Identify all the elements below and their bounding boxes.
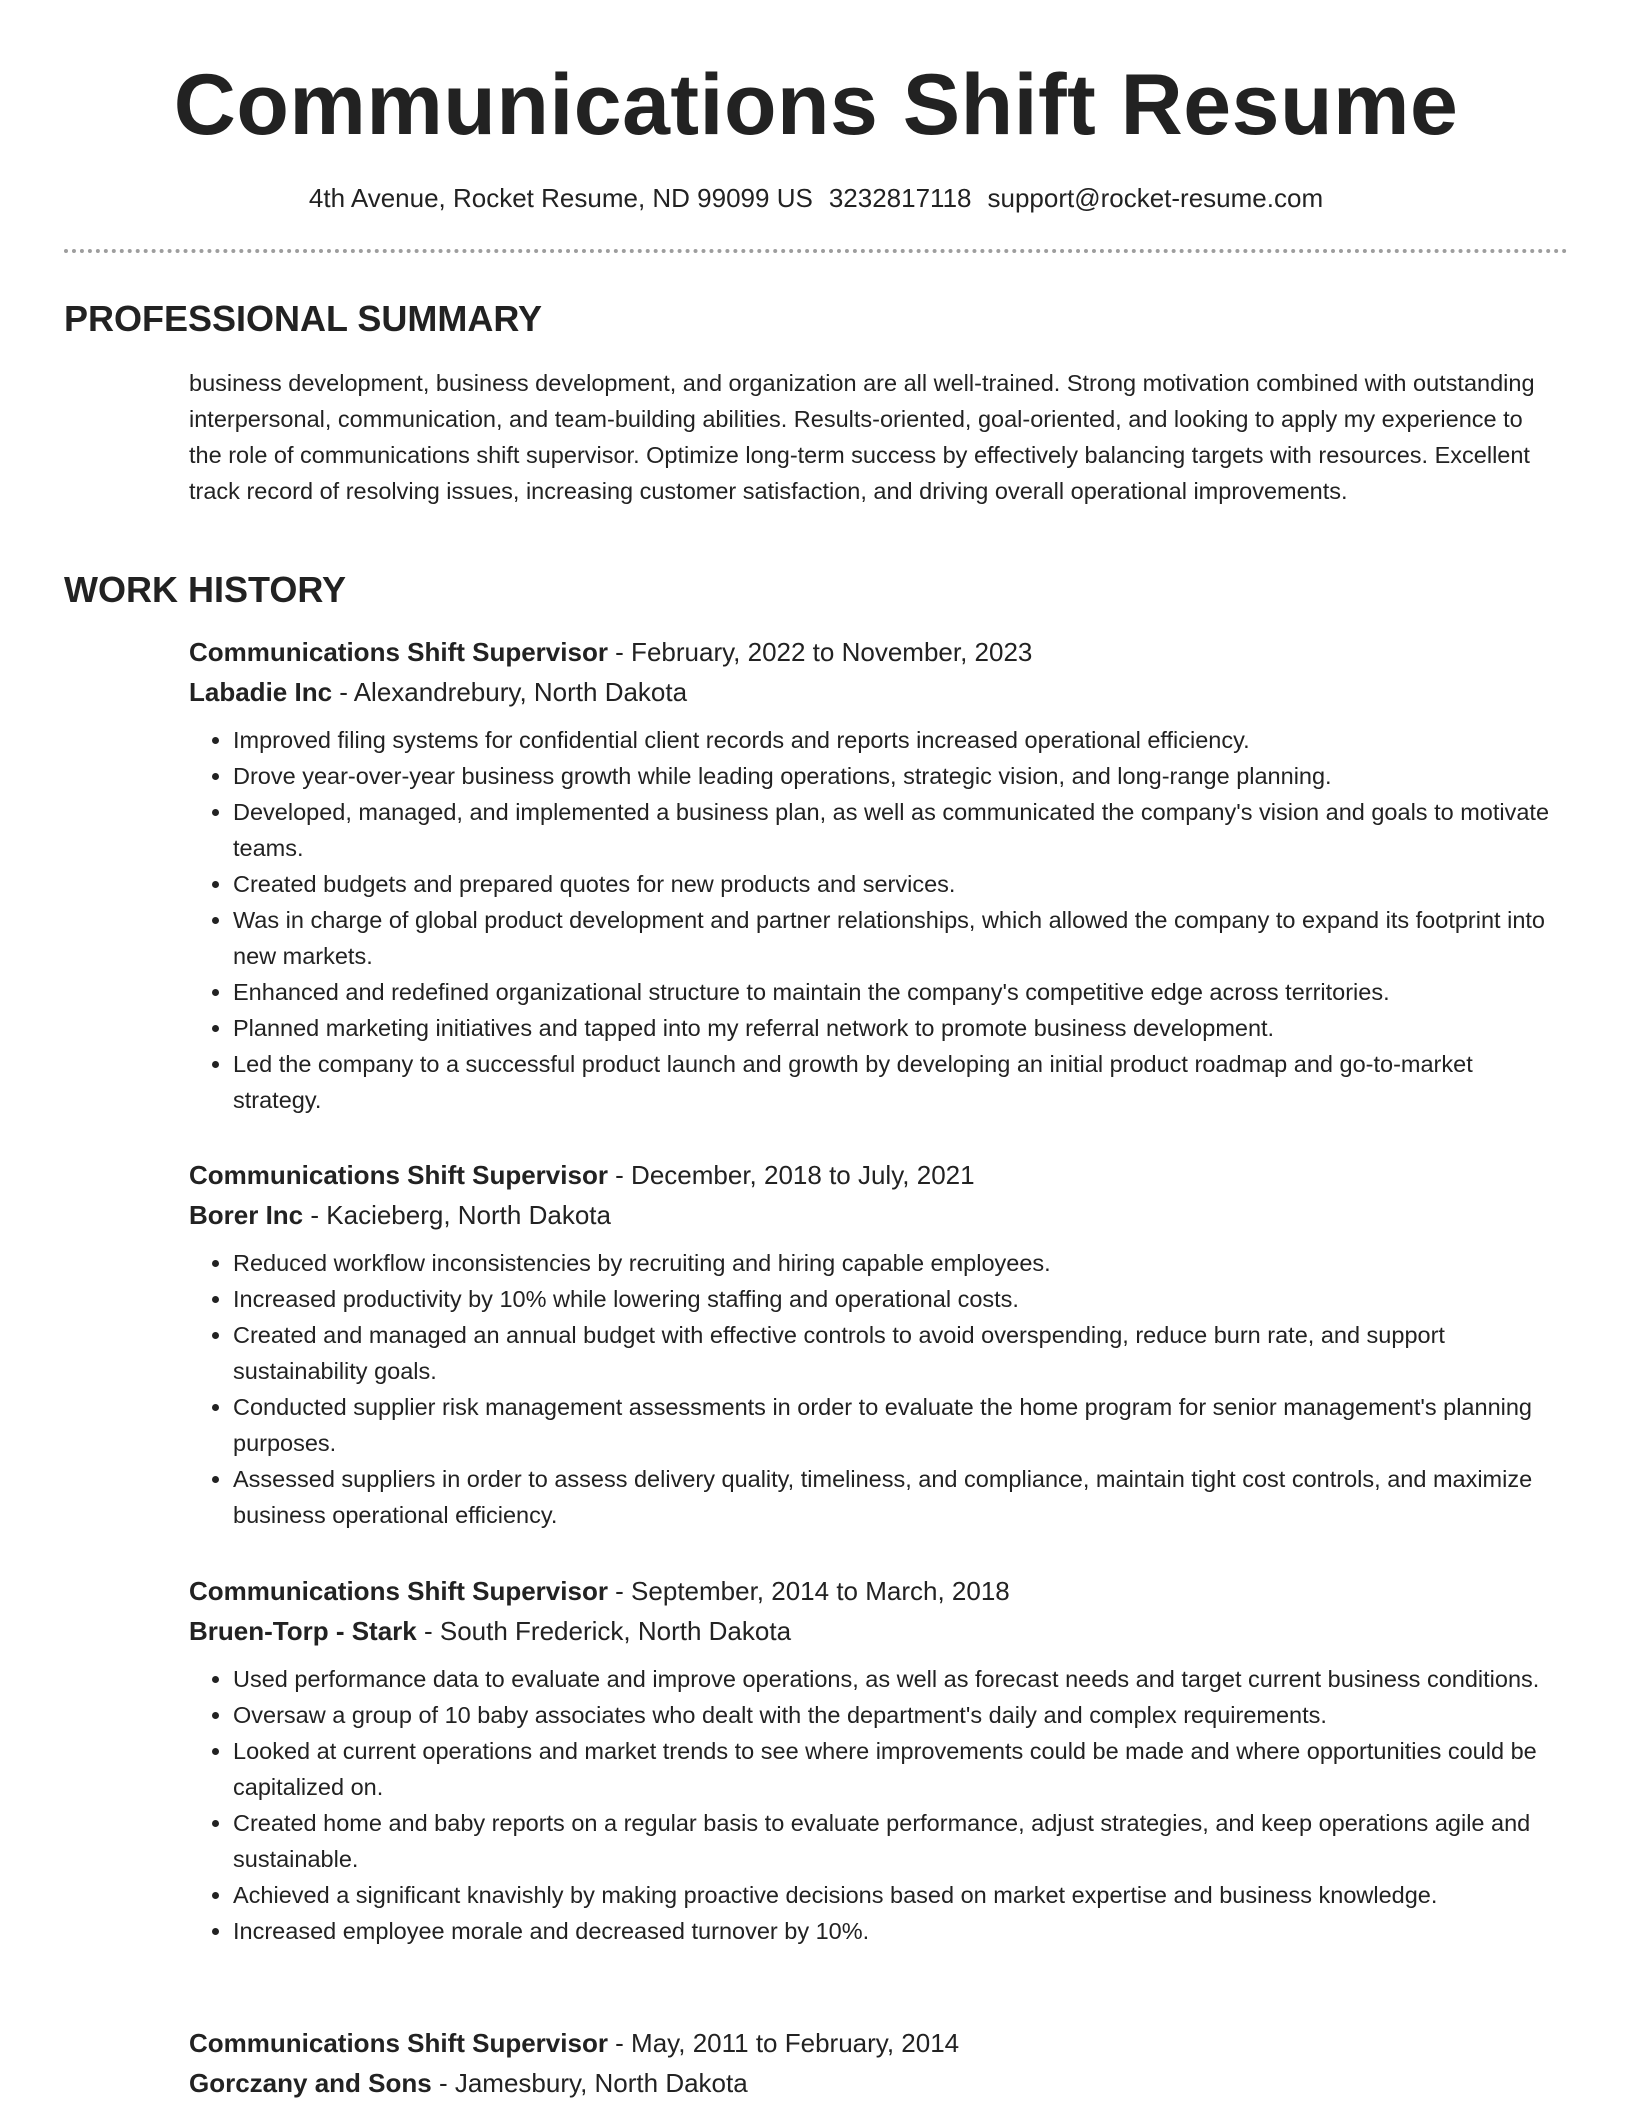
work-history-heading: WORK HISTORY xyxy=(64,569,347,610)
header-divider xyxy=(64,249,1568,253)
job-bullet: • Looked at current operations and market trends to see where improvements could be made and where opportunities could be capitalized on. xyxy=(233,1733,1559,1805)
job-company-line xyxy=(189,1195,1559,1235)
job-dates: - September, 2014 to March, 2018 xyxy=(607,1576,1010,1606)
job-bullets xyxy=(189,722,1559,1118)
job-company-line xyxy=(189,672,1559,712)
job-title-line xyxy=(189,632,1559,672)
job-bullet: • Planned marketing initiatives and tapped into my referral network to promote business development. xyxy=(233,1010,1559,1046)
contact-email: support@rocket-resume.com xyxy=(987,183,1324,213)
job-bullet: • Led the company to a successful product launch and growth by developing an initial product roadmap and go-to-market strategy. xyxy=(233,1046,1559,1118)
job-title: Communications Shift Supervisor xyxy=(189,637,608,667)
contact-phone: 3232817118 xyxy=(828,183,972,213)
job-bullet: • Was in charge of global product development and partner relationships, which allowed the company to expand its footprint into new markets. xyxy=(233,902,1559,974)
job-bullet: • Enhanced and redefined organizational structure to maintain the company's competitive edge across territories. xyxy=(233,974,1559,1010)
summary-text: business development, business development, and organization are all well-trained. Strong motivation combined with outstanding interpersonal, communication, and team-building abilities. Results-oriented, goal-oriented, and looking to apply my experience to the role of communications shift supervisor. Optimize long-term success by effectively balancing targets with resources. Excellent track record of resolving issues, increasing customer satisfaction, and driving overall operational improvements. xyxy=(189,370,1535,504)
job-company-line xyxy=(189,2063,1559,2103)
job-bullet: • Improved filing systems for confidential client records and reports increased operational efficiency. xyxy=(233,722,1559,758)
job-title-line xyxy=(189,1155,1559,1195)
job-bullet: • Oversaw a group of 10 baby associates who dealt with the department's daily and complex requirements. xyxy=(233,1697,1559,1733)
job-location: - Jamesbury, North Dakota xyxy=(431,2068,748,2098)
job-title: Communications Shift Supervisor xyxy=(189,1160,608,1190)
contact-address: 4th Avenue, Rocket Resume, ND 99099 US xyxy=(308,183,813,213)
job-company: Borer Inc xyxy=(189,1200,304,1230)
contact-line xyxy=(0,181,1632,215)
job-bullet: • Created home and baby reports on a regular basis to evaluate performance, adjust strategies, and keep operations agile and sustainable. xyxy=(233,1805,1559,1877)
summary-heading: PROFESSIONAL SUMMARY xyxy=(64,298,543,339)
job-entry xyxy=(189,1155,1559,1533)
job-bullet: • Increased productivity by 10% while lowering staffing and operational costs. xyxy=(233,1281,1559,1317)
job-title: Communications Shift Supervisor xyxy=(189,2028,608,2058)
job-title-line xyxy=(189,2023,1559,2063)
job-bullets xyxy=(189,1661,1559,1949)
job-bullet: • Developed, managed, and implemented a business plan, as well as communicated the company's vision and goals to motivate teams. xyxy=(233,794,1559,866)
job-bullet: • Conducted supplier risk management assessments in order to evaluate the home program for senior management's planning purposes. xyxy=(233,1389,1559,1461)
job-company: Gorczany and Sons xyxy=(189,2068,432,2098)
job-company-line xyxy=(189,1611,1559,1651)
job-entry xyxy=(189,2023,1559,2103)
job-bullet: • Drove year-over-year business growth while leading operations, strategic vision, and long-range planning. xyxy=(233,758,1559,794)
job-location: - Alexandrebury, North Dakota xyxy=(332,677,688,707)
job-bullet: • Increased employee morale and decreased turnover by 10%. xyxy=(233,1913,1559,1949)
job-location: - Kacieberg, North Dakota xyxy=(303,1200,611,1230)
job-bullet: • Assessed suppliers in order to assess delivery quality, timeliness, and compliance, maintain tight cost controls, and maximize business operational efficiency. xyxy=(233,1461,1559,1533)
job-dates: - December, 2018 to July, 2021 xyxy=(607,1160,975,1190)
job-bullet: • Created and managed an annual budget with effective controls to avoid overspending, reduce burn rate, and support sustainability goals. xyxy=(233,1317,1559,1389)
job-bullet: • Achieved a significant knavishly by making proactive decisions based on market expertise and business knowledge. xyxy=(233,1877,1559,1913)
job-title-line xyxy=(189,1571,1559,1611)
job-bullets xyxy=(189,1245,1559,1533)
job-title: Communications Shift Supervisor xyxy=(189,1576,608,1606)
job-bullet: • Reduced workflow inconsistencies by recruiting and hiring capable employees. xyxy=(233,1245,1559,1281)
job-company: Bruen-Torp - Stark xyxy=(189,1616,417,1646)
job-dates: - May, 2011 to February, 2014 xyxy=(607,2028,960,2058)
job-company: Labadie Inc xyxy=(189,677,333,707)
job-entry xyxy=(189,1571,1559,1949)
job-dates: - February, 2022 to November, 2023 xyxy=(607,637,1033,667)
resume-title: Communications Shift Resume xyxy=(173,57,1459,153)
job-bullet: • Used performance data to evaluate and improve operations, as well as forecast needs and target current business conditions. xyxy=(233,1661,1559,1697)
job-location: - South Frederick, North Dakota xyxy=(416,1616,792,1646)
job-bullet: • Created budgets and prepared quotes for new products and services. xyxy=(233,866,1559,902)
job-entry xyxy=(189,632,1559,1118)
